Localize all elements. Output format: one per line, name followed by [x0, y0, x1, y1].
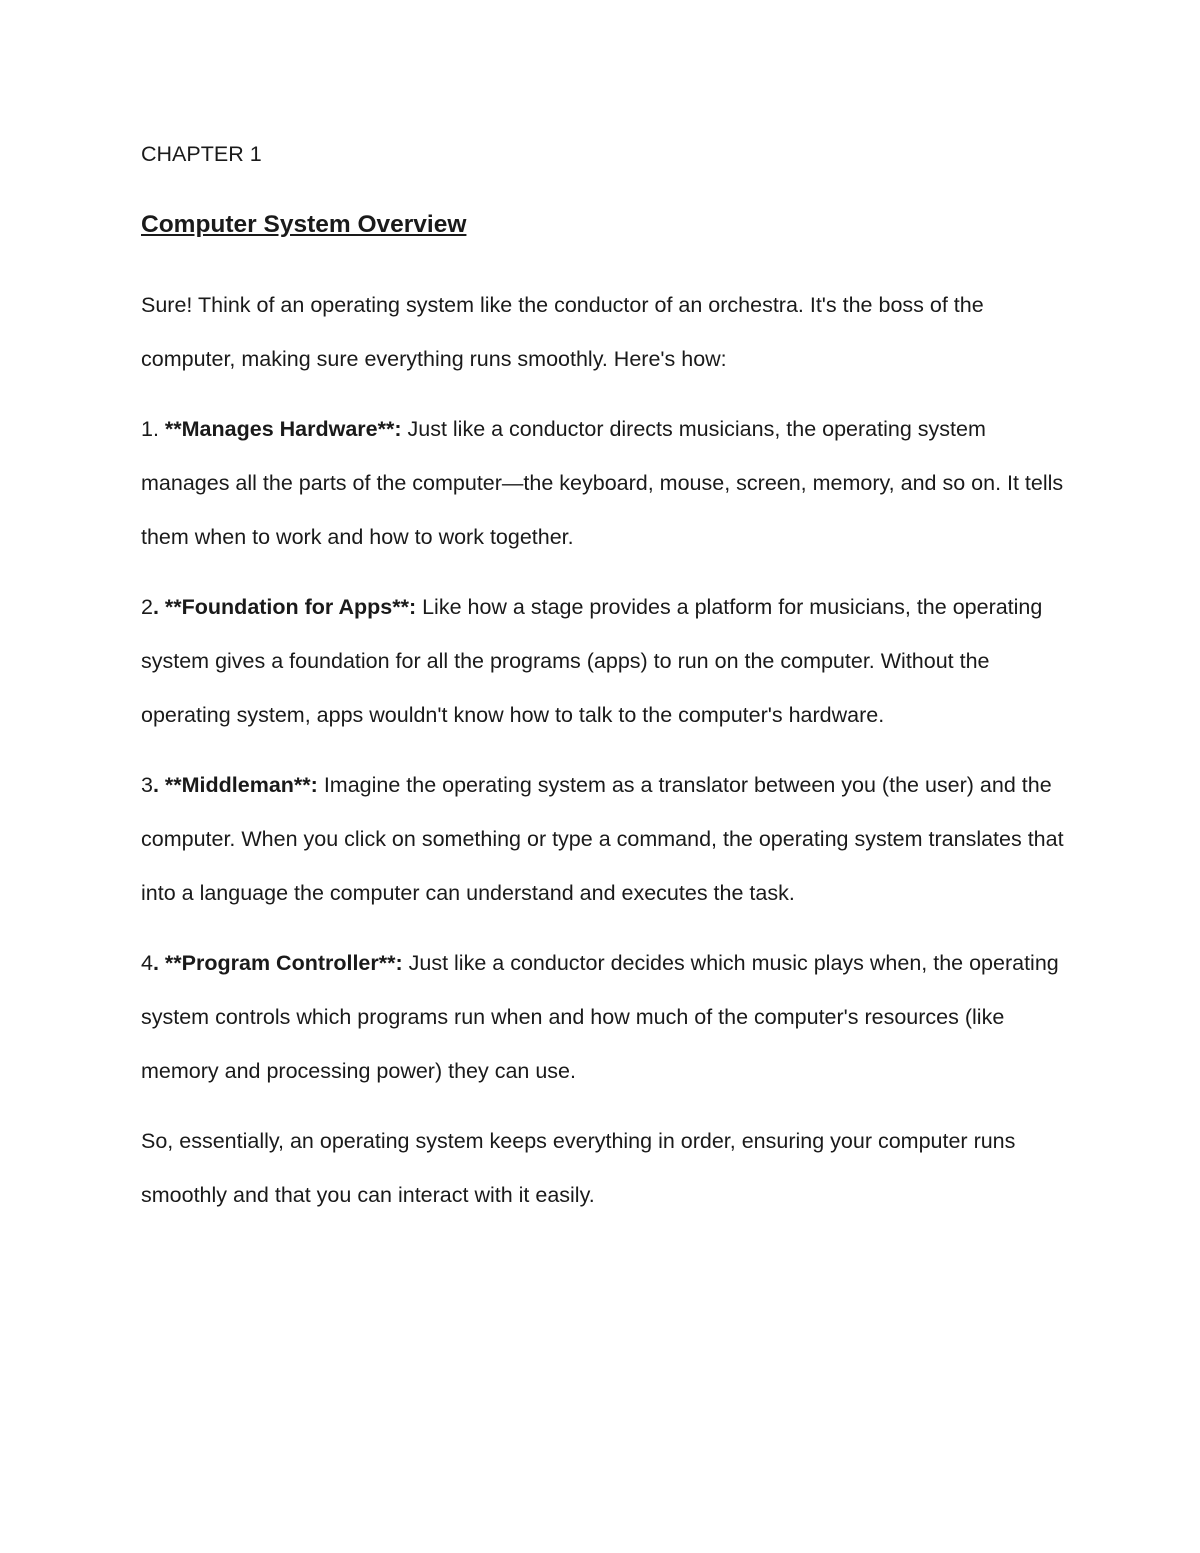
list-item-text: Imagine the operating system as a translator between you (the user) and the computer. When you click on something or type a command, the operating system translates that into a language the computer can understand and executes the task.: [141, 773, 1064, 905]
list-item-text: Just like a conductor directs musicians, the operating system manages all the parts of the computer—the keyboard, mouse, screen, memory, and so on. It tells them when to work and how to work together.: [141, 417, 1064, 549]
list-item-program-controller: [141, 936, 1071, 1098]
list-item-middleman: [141, 758, 1071, 920]
list-item-number: 4: [141, 951, 153, 975]
chapter-label: CHAPTER 1: [141, 142, 262, 166]
list-item-heading: . **Program Controller**:: [152, 951, 403, 975]
list-item-heading: . **Middleman**:: [152, 773, 318, 797]
list-item-foundation-for-apps: [141, 580, 1071, 742]
list-item-heading: . **Foundation for Apps**:: [152, 595, 417, 619]
list-item-manages-hardware: [141, 402, 1071, 564]
list-item-number: 3: [141, 773, 153, 797]
list-item-text: Just like a conductor decides which music plays when, the operating system controls which programs run when and how much of the computer's resources (like memory and processing power) they can use.: [141, 951, 1059, 1083]
closing-paragraph: So, essentially, an operating system keeps everything in order, ensuring your computer runs smoothly and that you can interact with it easily.: [141, 1129, 1016, 1207]
document-body: [141, 138, 1071, 1222]
list-item-heading: **Manages Hardware**:: [164, 417, 402, 441]
document-title: Computer System Overview: [141, 211, 467, 238]
intro-paragraph: Sure! Think of an operating system like the conductor of an orchestra. It's the boss of the computer, making sure everything runs smoothly. Here's how:: [141, 293, 984, 371]
list-item-number: 1.: [141, 417, 165, 441]
list-item-number: 2: [141, 595, 153, 619]
list-item-text: Like how a stage provides a platform for musicians, the operating system gives a foundation for all the programs (apps) to run on the computer. Without the operating system, apps wouldn't know how to talk to the computer's hardware.: [141, 595, 1043, 727]
